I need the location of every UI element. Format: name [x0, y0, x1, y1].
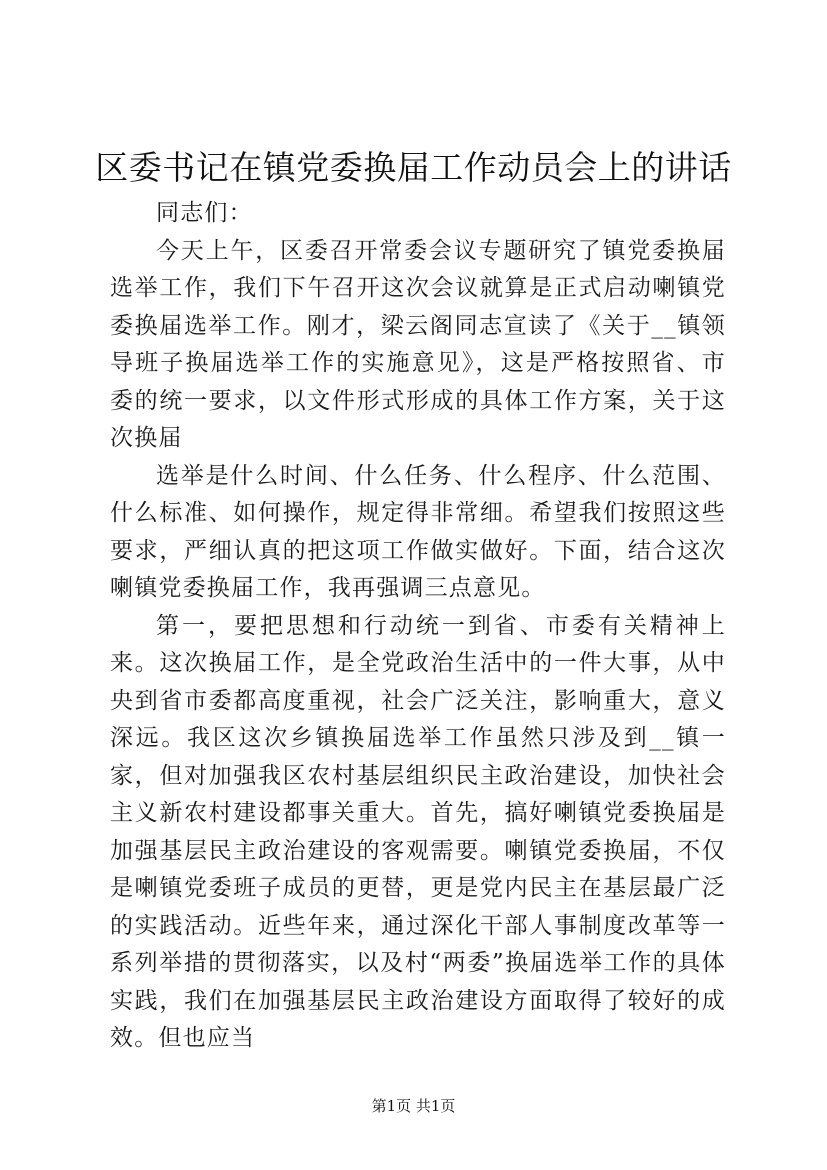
body-paragraph: 选举是什么时间、什么任务、什么程序、什么范围、什么标准、如何操作，规定得非常细。希望我们按照这些要求，严细认真的把这项工作做实做好。下面，结合这次喇镇党委换届工作，我再强调三点意见。: [110, 462, 726, 601]
body-paragraph: 今天上午，区委召开常委会议专题研究了镇党委换届选举工作，我们下午召开这次会议就算是正式启动喇镇党委换届选举工作。刚才，梁云阁同志宣读了《关于__镇领导班子换届选举工作的实施意见》，这是严格按照省、市委的统一要求，以文件形式形成的具体工作方案，关于这次换届: [110, 237, 726, 451]
salutation-paragraph: 同志们：: [156, 200, 253, 226]
document-title: 区委书记在镇党委换届工作动员会上的讲话: [95, 148, 732, 187]
page-footer: 第1页 共1页: [371, 1097, 456, 1115]
document-body: [110, 195, 726, 1058]
body-paragraph: 第一，要把思想和行动统一到省、市委有关精神上来。这次换届工作，是全党政治生活中的一件大事，从中央到省市委都高度重视，社会广泛关注，影响重大，意义深远。我区这次乡镇换届选举工作虽然只涉及到__镇一家，但对加强我区农村基层组织民主政治建设，加快社会主义新农村建设都事关重大。首先，搞好喇镇党委换届是加强基层民主政治建设的客观需要。喇镇党委换届，不仅是喇镇党委班子成员的更替，更是党内民主在基层最广泛的实践活动。近些年来，通过深化干部人事制度改革等一系列举措的贯彻落实，以及村“两委”换届选举工作的具体实践，我们在加强基层民主政治建设方面取得了较好的成效。但也应当: [110, 612, 726, 1051]
